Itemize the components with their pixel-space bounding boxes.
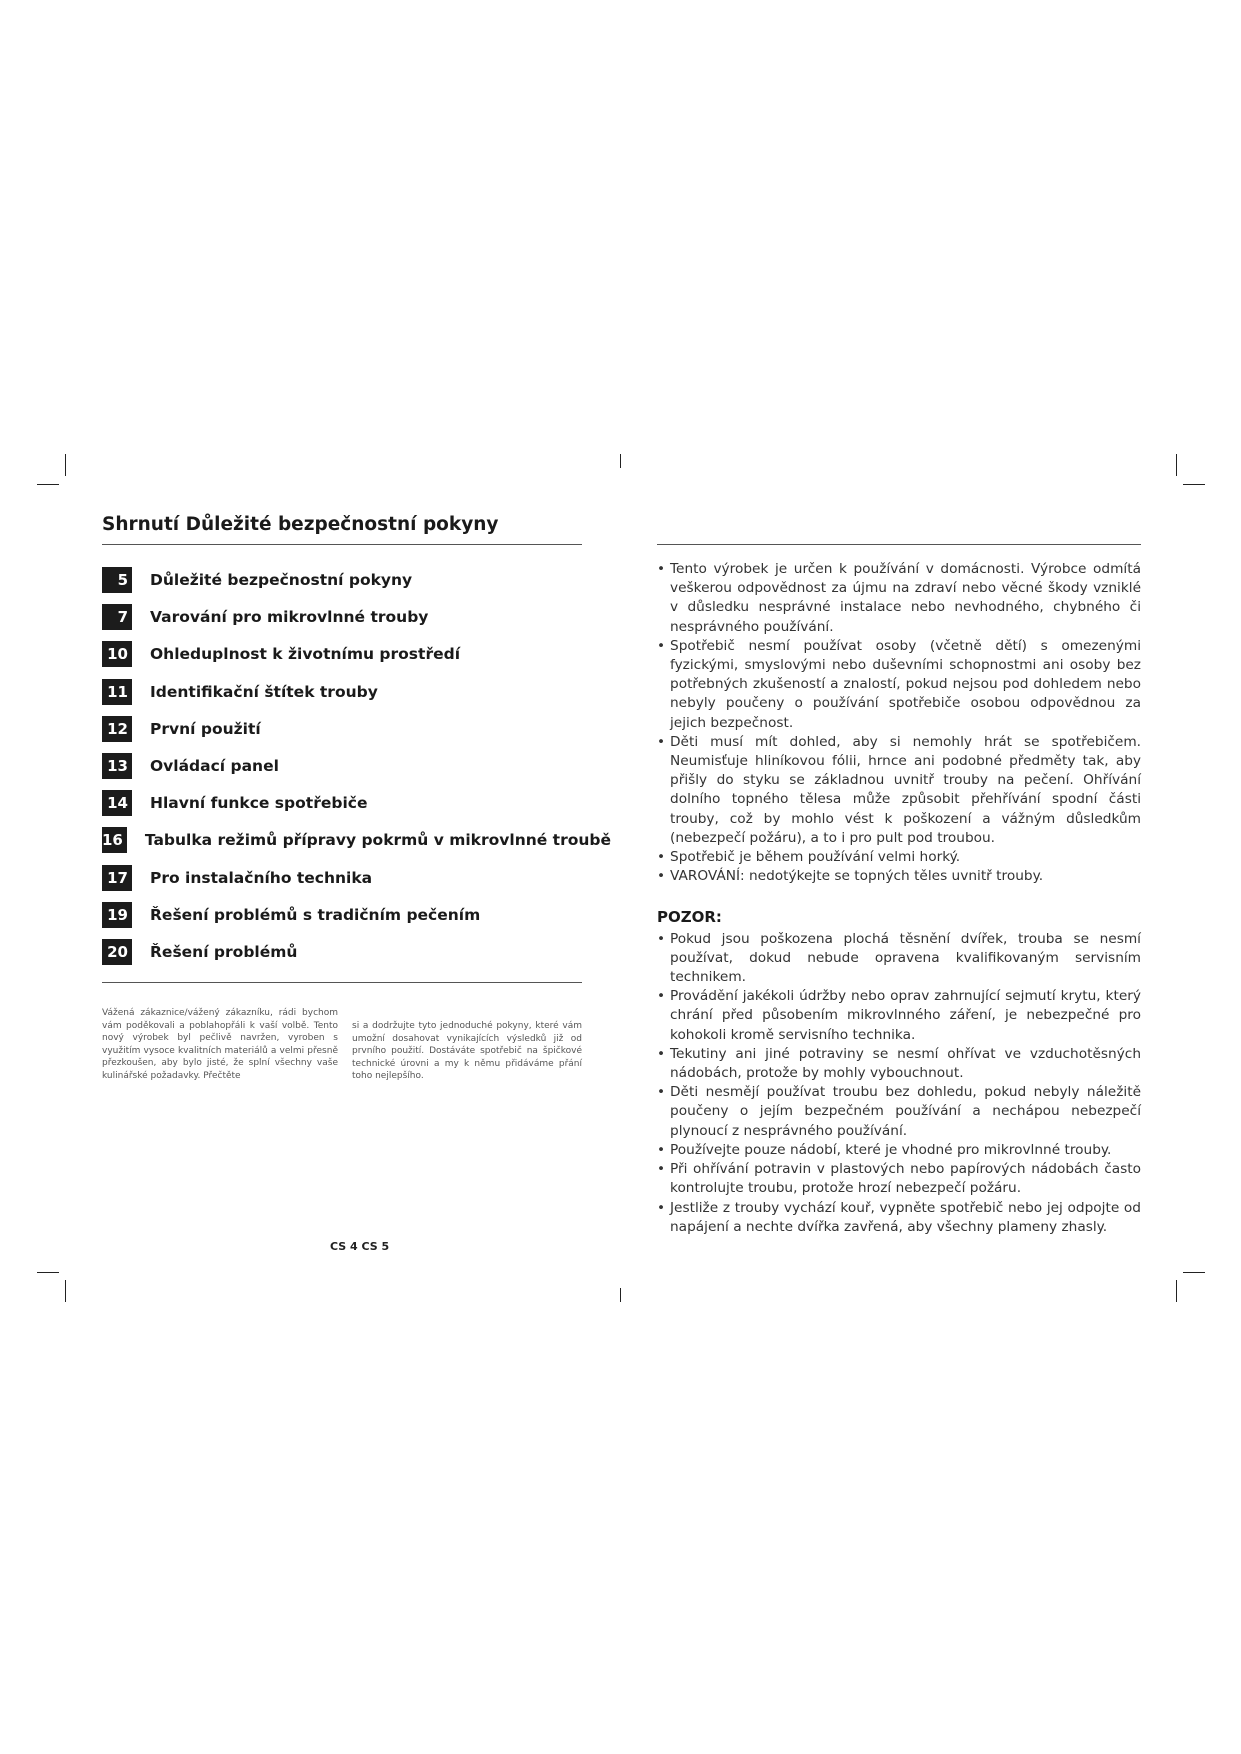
toc-page-number: 19 [102,902,132,928]
list-item: • Děti nesmějí používat troubu bez dohledu, pokud nebyly náležitě poučeny o jejím bezpečném používání a nechápou nebezpečí plynoucí z nesprávného používání. [657,1083,1141,1141]
crop-mark [65,454,66,476]
toc-page-number: 16 [102,827,127,853]
page-title: Shrnutí Důležité bezpečnostní pokyny [102,514,499,535]
welcome-letter-text: si a dodržujte tyto jednoduché pokyny, které vám umožní dosahovat vynikajících výsledků již od prvního použití. Dostáváte spotřebič na špičkové technické úrovni a my k němu přidáváme přání toho nejlepšího. [352,1021,582,1081]
toc-item[interactable] [102,938,582,966]
toc-page-number: 11 [102,679,132,705]
toc-label: Identifikační štítek trouby [150,682,378,701]
welcome-letter-col2 [352,1020,582,1083]
welcome-letter-text: Vážená zákaznice/vážený zákazníku, rádi bychom vám poděkovali a poblahopřáli k vaší volbě. Tento nový výrobek byl pečlivě navržen, vyroben s využitím vysoce kvalitních materiálů a velmi přesně přezkoušen, aby bylo jisté, že splní všechny vaše kulinářské požadavky. Přečtěte [102,1008,338,1081]
toc-label: První použití [150,719,261,738]
toc-page-number: 17 [102,865,132,891]
toc-item[interactable] [102,864,582,892]
pozor-list [657,930,1141,1237]
pozor-heading: POZOR: [657,908,722,927]
toc-label: Varování pro mikrovlnné trouby [150,608,429,627]
crop-mark [37,1272,59,1273]
toc-label: Řešení problémů [150,942,298,961]
toc-page-number: 5 [102,567,132,593]
page-footer: CS 4 CS 5 [330,1240,390,1253]
crop-mark [1183,1272,1205,1273]
crop-mark [620,454,621,468]
toc-item[interactable] [102,603,582,631]
toc-item[interactable] [102,752,582,780]
list-item: • Používejte pouze nádobí, které je vhodné pro mikrovlnné trouby. [657,1141,1141,1160]
toc-label: Hlavní funkce spotřebiče [150,794,368,813]
toc-page-number: 14 [102,790,132,816]
right-top-rule [657,544,1141,545]
crop-mark [1176,454,1177,476]
toc-item[interactable] [102,826,612,854]
list-item: • Provádění jakékoli údržby nebo oprav zahrnující sejmutí krytu, který chrání před působením mikrovlnného záření, je nebezpečné pro kohokoli kromě servisního technika. [657,987,1141,1045]
list-item: • Jestliže z trouby vychází kouř, vypněte spotřebič nebo jej odpojte od napájení a nechte dvířka zavřená, aby všechny plameny zhasly. [657,1199,1141,1237]
list-item: • VAROVÁNÍ: nedotýkejte se topných těles uvnitř trouby. [657,867,1141,886]
table-of-contents [102,566,612,975]
toc-item[interactable] [102,678,582,706]
toc-item[interactable] [102,715,582,743]
list-item: • Při ohřívání potravin v plastových nebo papírových nádobách často kontrolujte troubu, protože hrozí nebezpečí požáru. [657,1160,1141,1198]
safety-instructions [657,560,1141,1237]
crop-mark [37,484,59,485]
crop-mark [1183,484,1205,485]
list-item: • Děti musí mít dohled, aby si nemohly hrát se spotřebičem. Neumisťuje hliníkovou fólii, hrnce ani podobné předměty tak, aby přišly do styku se základnou uvnitř trouby na pečení. Ohřívání dolního topného tělesa může způsobit přehřívání spodní části trouby, což by mohlo vést k poškození a vážným důsledkům (nebezpečí požáru), a to i pro pult pod troubou. [657,733,1141,848]
crop-mark [620,1288,621,1302]
crop-mark [1176,1280,1177,1302]
title-rule [102,544,582,545]
toc-page-number: 13 [102,753,132,779]
toc-item[interactable] [102,640,582,668]
bullet-list [657,560,1141,886]
list-item: • Tekutiny ani jiné potraviny se nesmí ohřívat ve vzduchotěsných nádobách, protože by mohly vybouchnout. [657,1045,1141,1083]
toc-page-number: 12 [102,716,132,742]
toc-bottom-rule [102,982,582,983]
toc-item[interactable] [102,566,582,594]
crop-mark [65,1280,66,1302]
toc-label: Tabulka režimů přípravy pokrmů v mikrovlnné troubě [144,831,612,850]
list-item: • Tento výrobek je určen k používání v domácnosti. Výrobce odmítá veškerou odpovědnost za újmu na zdraví nebo věcné škody vzniklé v důsledku nesprávné instalace nebo nevhodného, chybného či nesprávného používání. [657,560,1141,637]
list-item: • Spotřebič je během používání velmi horký. [657,848,1141,867]
welcome-letter-col1 [102,1007,338,1082]
toc-label: Ovládací panel [150,756,279,775]
toc-page-number: 20 [102,939,132,965]
list-item: • Pokud jsou poškozena plochá těsnění dvířek, trouba se nesmí používat, dokud nebude opravena kvalifikovaným servisním technikem. [657,930,1141,988]
toc-item[interactable] [102,901,582,929]
toc-page-number: 7 [102,604,132,630]
toc-label: Ohleduplnost k životnímu prostředí [150,645,461,664]
toc-label: Řešení problémů s tradičním pečením [150,905,481,924]
list-item: • Spotřebič nesmí používat osoby (včetně dětí) s omezenými fyzickými, smyslovými nebo duševními schopnostmi ani osoby bez potřebných zkušeností a znalostí, pokud nejsou pod dohledem nebo nebyly poučeny o používání spotřebiče osobou odpovědnou za jejich bezpečnost. [657,637,1141,733]
toc-item[interactable] [102,789,582,817]
toc-label: Důležité bezpečnostní pokyny [150,571,413,589]
toc-label: Pro instalačního technika [150,868,373,887]
toc-page-number: 10 [102,641,132,667]
